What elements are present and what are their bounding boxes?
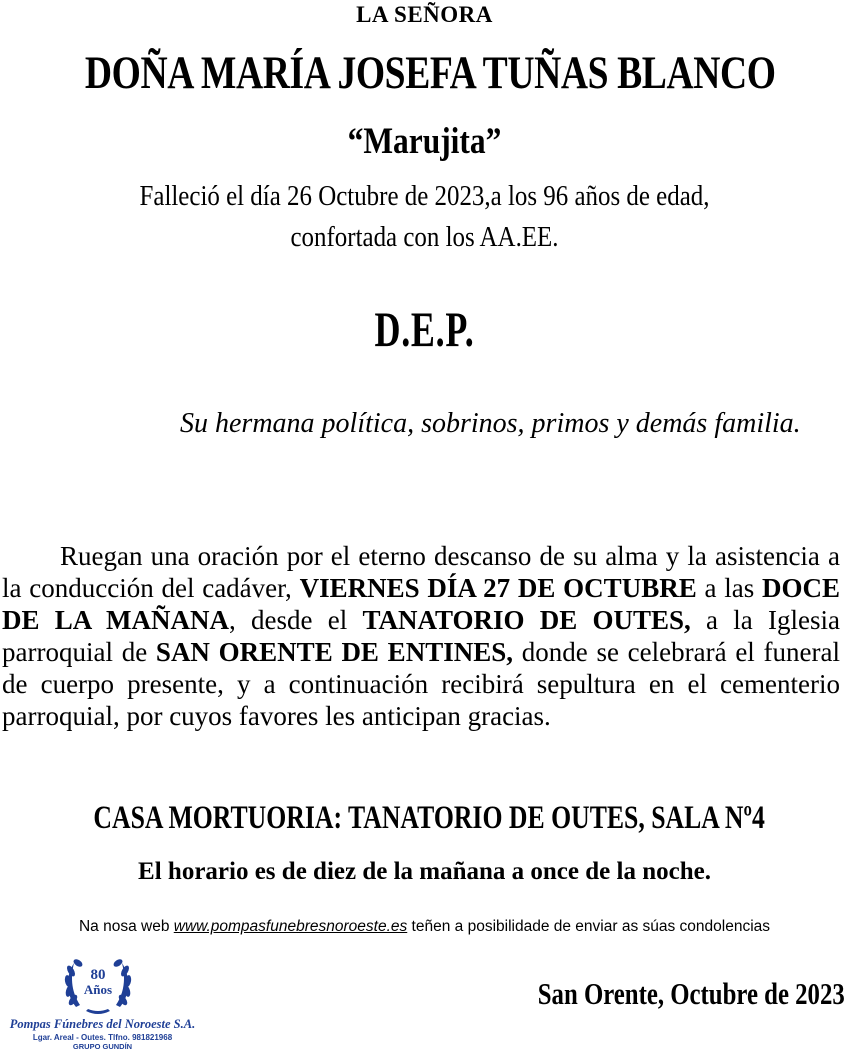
ceremony-text-1: Ruegan una oración por el eterno descanso de su alma y la asistencia a la conducción del cadáver, [2,541,840,603]
visiting-hours: El horario es de diez de la mañana a once de la noche. [138,858,711,885]
logo-address: Lgar. Areal - Outes. Tlfno. 981821968 [32,1033,173,1042]
ceremony-text-2: a las [696,573,762,603]
ceremony-text-3: , desde el [229,605,363,635]
ceremony-origin: TANATORIO DE OUTES, [362,605,691,635]
ceremony-paragraph [2,540,840,732]
death-info-line-1: Falleció el día 26 Octubre de 2023,a los 96 años de edad, [139,180,710,212]
casa-mortuoria: CASA MORTUORIA: TANATORIO DE OUTES, SALA Nº4 [93,800,765,836]
logo-anniversary-label: Años [83,982,113,997]
dep-heading: D.E.P. [374,301,475,357]
web-text-before: Na nosa web [78,918,174,935]
ceremony-text-5: donde se celebrará el funeral de cuerpo presente, y a continuación recibirá sepultura en el cementerio parroquial, por cuyos favores les anticipan gracias. [2,637,840,731]
family-mourners: Su hermana política, sobrinos, primos y demás familia. [180,408,801,439]
web-condolences-line [0,918,849,936]
funeral-home-logo [0,945,210,1053]
ceremony-text-4: a la Iglesia parroquial de [2,605,840,667]
ceremony-time: DOCE DE LA MAÑANA [2,573,840,635]
ceremony-church: SAN ORENTE DE ENTINES, [155,637,513,667]
place-date: San Orente, Octubre de 2023 [537,976,845,1011]
nickname: “Marujita” [347,121,502,162]
death-info-line-2: confortada con los AA.EE. [290,221,559,253]
website-link[interactable]: www.pompasfunebresnoroeste.es [173,918,408,935]
logo-anniversary-number: 80 [90,967,106,983]
web-text-after: teñen a posibilidade de enviar as súas condolencias [407,918,771,935]
deceased-name: DOÑA MARÍA JOSEFA TUÑAS BLANCO [84,47,776,99]
logo-company-name: Pompas Fúnebres del Noroeste S.A. [9,1017,196,1031]
header-title: LA SEÑORA [356,2,493,27]
ceremony-day: VIERNES DÍA 27 DE OCTUBRE [299,573,697,603]
logo-group: GRUPO GUNDÍN [72,1042,133,1051]
